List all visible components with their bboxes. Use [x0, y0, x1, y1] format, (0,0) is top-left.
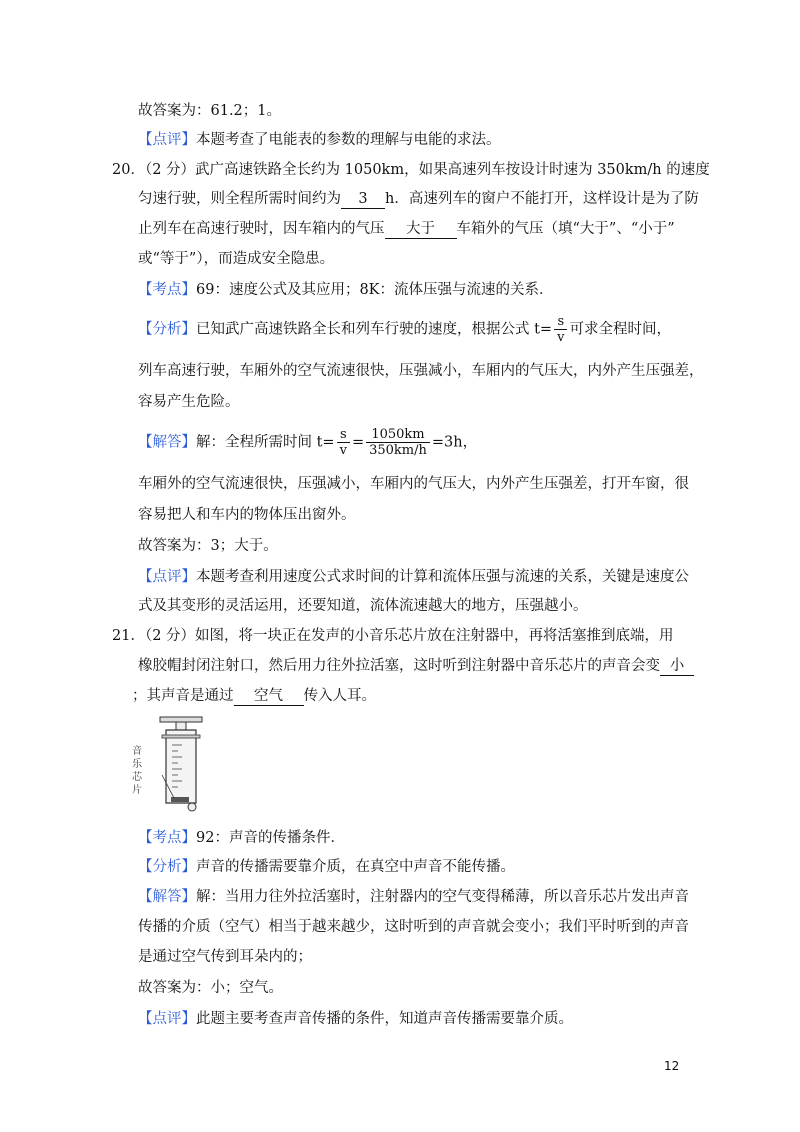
syringe-figure — [132, 715, 226, 815]
comment-text: 本题考查了电能表的参数的理解与电能的求法。 — [196, 132, 501, 148]
fenxi-tag: 分析 — [152, 859, 182, 875]
q20-jieda: 【解答】解：全程所需时间 t= $\frac{s}{v}$ = $\frac{1050km}{350km/h}$ =3h， — [138, 427, 478, 458]
q21-line-2: 橡胶帽封闭注射口，然后用力往外拉活塞，这时听到注射器中音乐芯片的声音会变 小 — [138, 656, 694, 676]
q20-kaodian: 【考点】69：速度公式及其应用；8K：流体压强与流速的关系． — [138, 282, 554, 298]
q20-line-3: 止列车在高速行驶时，因车箱内的气压 大于 车箱外的气压（填“大于”、“小于” — [138, 221, 675, 237]
q20-dianping: 【点评】本题考查利用速度公式求时间的计算和流体压强与流速的关系，关键是速度公 — [138, 569, 689, 585]
q21-jieda-line-2: 传播的介质（空气）相当于越来越少，这时听到的声音就会变小；我们平时听到的声音 — [138, 919, 689, 935]
formula-fraction: $\frac{s}{v}$ — [554, 314, 567, 345]
q21-blank-1: 小 — [660, 658, 694, 676]
q21-blank-2: 空气 — [234, 688, 304, 706]
dianping-tag: 点评 — [152, 1011, 182, 1027]
formula-fraction-sv: $\frac{s}{v}$ — [337, 427, 350, 458]
q21-line-3: ；其声音是通过 空气 传入人耳。 — [132, 688, 376, 704]
q21-kaodian: 【考点】92：声音的传播条件． — [138, 830, 345, 846]
q20-fenxi-line-3: 容易产生危险。 — [138, 394, 240, 410]
comment-tag: 点评 — [152, 132, 182, 148]
q20-jieda-line-2: 车厢外的空气流速很快，压强减小，车厢内的气压大，内外产生压强差，打开车窗，很 — [138, 476, 689, 492]
q20-line-2: 匀速行驶，则全程所需时间约为 3 h．高速列车的窗户不能打开，这样设计是为了防 — [138, 191, 699, 207]
q21-line-1: 21．（2 分）如图，将一块正在发声的小音乐芯片放在注射器中，再将活塞推到底端，用 — [112, 628, 674, 644]
jieda-tag: 解答 — [152, 889, 182, 905]
q21-answer: 故答案为：小；空气。 — [138, 980, 283, 996]
answer-line: 故答案为：61.2；1。 — [138, 103, 282, 119]
comment-line: 【点评】本题考查了电能表的参数的理解与电能的求法。 — [138, 132, 501, 148]
figure-label: 音乐芯片 — [132, 746, 142, 796]
q21-dianping: 【点评】此题主要考查声音传播的条件，知道声音传播需要靠介质。 — [138, 1011, 573, 1027]
q20-jieda-line-3: 容易把人和车内的物体压出窗外。 — [138, 507, 356, 523]
kaodian-tag: 考点 — [152, 282, 182, 298]
q20-line-1: 20．（2 分）武广高速铁路全长约为 1050km，如果高速列车按设计时速为 350km/h 的速度 — [112, 162, 710, 178]
q20-dianping-line-2: 式及其变形的灵活运用，还要知道，流体流速越大的地方，压强越小。 — [138, 598, 588, 614]
jieda-tag: 解答 — [152, 434, 182, 451]
kaodian-tag: 考点 — [152, 830, 182, 846]
q21-jieda: 【解答】解：当用力往外拉活塞时，注射器内的空气变得稀薄，所以音乐芯片发出声音 — [138, 889, 689, 905]
formula-fraction-values: $\frac{1050km}{350km/h}$ — [366, 427, 430, 458]
dianping-tag: 点评 — [152, 569, 182, 585]
q20-blank-2: 大于 — [385, 221, 457, 239]
fenxi-tag: 分析 — [152, 321, 182, 338]
q20-answer: 故答案为：3；大于。 — [138, 538, 278, 554]
q20-fenxi-line-2: 列车高速行驶，车厢外的空气流速很快，压强减小，车厢内的气压大，内外产生压强差， — [138, 363, 704, 379]
page-number: 12 — [664, 1059, 680, 1073]
q20-line-4: 或“等于”），而造成安全隐患。 — [138, 251, 335, 267]
syringe-illustration — [138, 715, 226, 815]
q20-blank-1: 3 — [341, 191, 385, 209]
q20-fenxi: 【分析】已知武广高速铁路全长和列车行驶的速度，根据公式 t= $\frac{s}{v}$ 可求全程时间， — [138, 314, 671, 345]
q21-fenxi: 【分析】声音的传播需要靠介质，在真空中声音不能传播。 — [138, 859, 515, 875]
q21-jieda-line-3: 是通过空气传到耳朵内的； — [138, 949, 312, 965]
